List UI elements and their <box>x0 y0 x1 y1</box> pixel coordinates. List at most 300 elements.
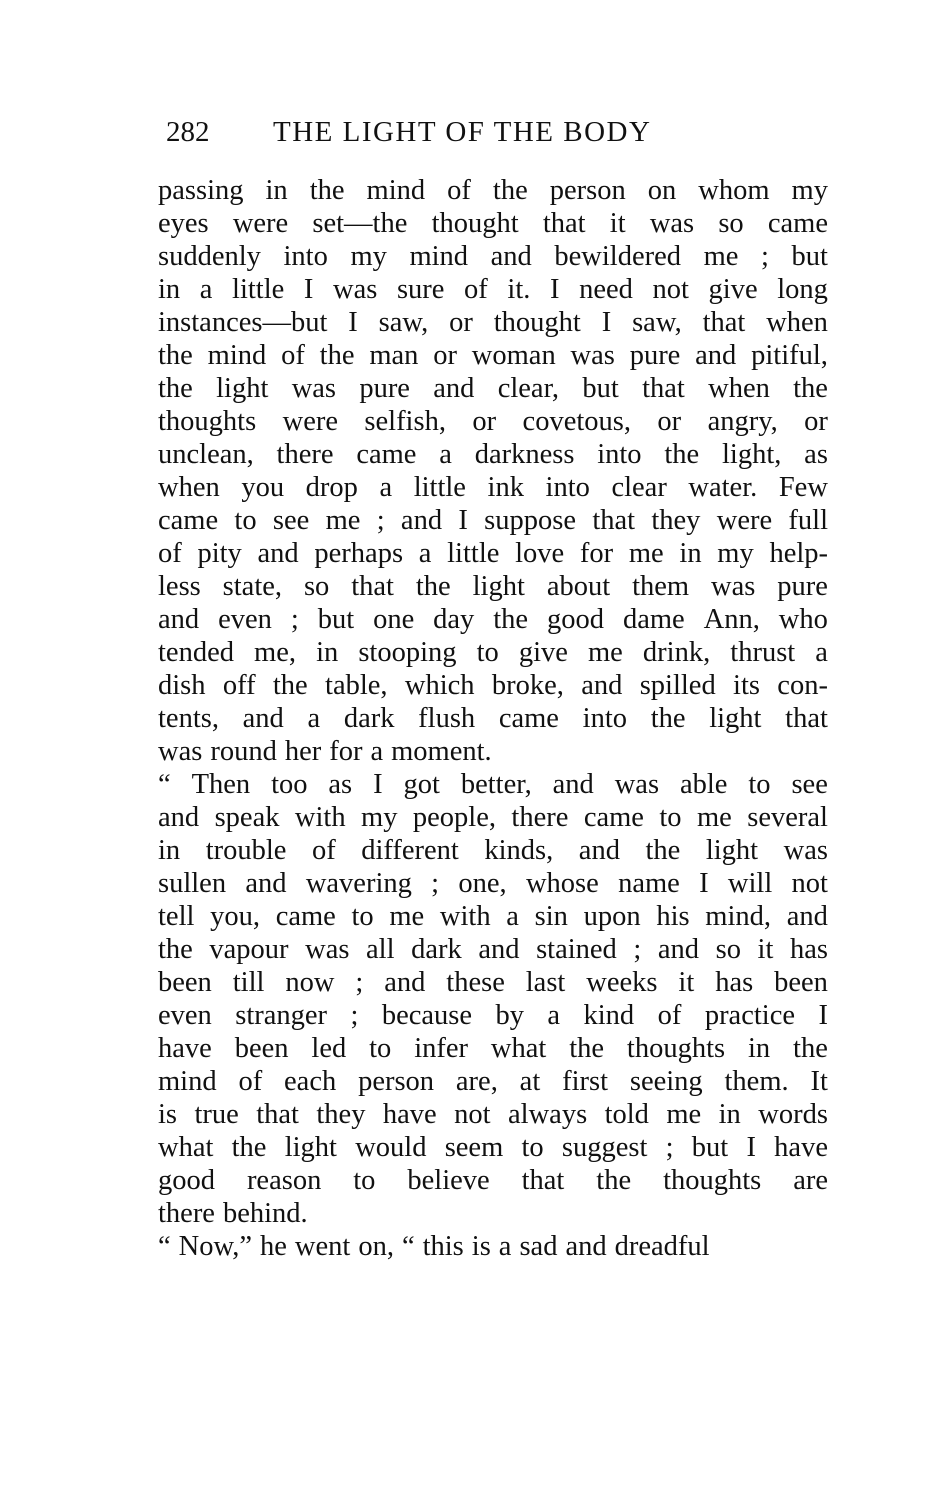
word: were <box>282 406 338 437</box>
word: thought <box>431 208 519 239</box>
word: it. <box>507 274 531 305</box>
text-line <box>158 834 828 867</box>
word: came <box>275 901 336 932</box>
word: tell <box>158 901 195 932</box>
word: me <box>666 1099 702 1130</box>
word: it <box>609 208 626 239</box>
word: even <box>158 1000 212 1031</box>
word: all <box>366 934 395 965</box>
word: of <box>281 340 305 371</box>
word: mind <box>158 1066 217 1097</box>
word: was <box>711 571 756 602</box>
text-line <box>158 372 828 405</box>
word: there <box>158 1198 215 1229</box>
word: help- <box>769 538 828 569</box>
word: see <box>272 505 310 536</box>
word: tended <box>158 637 234 668</box>
word: came <box>583 802 644 833</box>
word: which <box>404 670 475 701</box>
word: or <box>449 307 473 338</box>
word: woman <box>471 340 556 371</box>
word: with <box>294 802 346 833</box>
word: there <box>276 439 334 470</box>
word: into <box>582 703 627 734</box>
word: water. <box>688 472 758 503</box>
word: when <box>766 307 828 338</box>
word: they <box>316 1099 366 1130</box>
word: kind <box>583 1000 635 1031</box>
word: ; <box>431 868 440 899</box>
word: have <box>382 1099 437 1130</box>
word: sad <box>519 1231 558 1262</box>
word: different <box>361 835 459 866</box>
word: of <box>238 1066 263 1097</box>
word: vapour <box>209 934 289 965</box>
word: able <box>679 769 728 800</box>
word: they <box>651 505 701 536</box>
word: a <box>547 1000 561 1031</box>
text-line <box>158 768 828 801</box>
word: a <box>418 538 432 569</box>
word: set—the <box>312 208 408 239</box>
word: ; <box>376 505 385 536</box>
word: was <box>783 835 828 866</box>
word: are <box>793 1165 828 1196</box>
word: drink, <box>642 637 711 668</box>
word: a <box>379 472 393 503</box>
word: but <box>317 604 355 635</box>
word: I <box>601 307 612 338</box>
text-line <box>158 240 828 273</box>
word: man <box>369 340 419 371</box>
word: light, <box>721 439 782 470</box>
word: of <box>657 1000 682 1031</box>
word: the <box>309 175 345 206</box>
word: ; <box>633 934 642 965</box>
text-line <box>158 339 828 372</box>
word: to <box>234 505 257 536</box>
word: came <box>498 703 559 734</box>
word: was <box>291 373 337 404</box>
word: each <box>284 1066 337 1097</box>
word: told <box>604 1099 649 1130</box>
word: infer <box>414 1033 468 1064</box>
word: into <box>597 439 642 470</box>
word: Now,” <box>178 1231 252 1262</box>
word: love <box>515 538 565 569</box>
word: my <box>791 175 828 206</box>
word: one <box>373 604 415 635</box>
word: is <box>471 1231 491 1262</box>
word: me <box>628 538 664 569</box>
word: with <box>439 901 491 932</box>
word: always <box>508 1099 588 1130</box>
word: so <box>303 571 330 602</box>
word: but <box>691 1132 729 1163</box>
word: and <box>158 604 200 635</box>
word: full <box>788 505 828 536</box>
word: that <box>642 373 685 404</box>
word: so <box>715 934 741 965</box>
word: and <box>384 967 426 998</box>
word: on, <box>358 1231 394 1262</box>
word: sin <box>534 901 568 932</box>
word: mind, <box>705 901 772 932</box>
word: as <box>328 769 353 800</box>
word: and <box>565 1231 607 1262</box>
word: or <box>657 406 682 437</box>
word: to <box>659 802 682 833</box>
word: that <box>785 703 828 734</box>
text-line <box>158 306 828 339</box>
word: ; <box>761 241 769 272</box>
word: eyes <box>158 208 209 239</box>
word: and <box>695 340 737 371</box>
text-line <box>158 966 828 999</box>
word: in <box>679 538 702 569</box>
word: on <box>647 175 677 206</box>
word: light <box>284 1132 337 1163</box>
text-line <box>158 1197 828 1230</box>
word: the <box>493 604 529 635</box>
word: and <box>478 934 520 965</box>
word: kinds, <box>484 835 554 866</box>
word: I <box>348 307 358 338</box>
word: that <box>542 208 586 239</box>
word: was <box>614 769 660 800</box>
word: thoughts <box>663 1165 762 1196</box>
word: little <box>232 274 285 305</box>
word: clear <box>611 472 667 503</box>
running-title: THE LIGHT OF THE BODY <box>273 116 652 148</box>
word: for <box>329 736 363 767</box>
word: a <box>506 901 519 932</box>
text-line <box>158 405 828 438</box>
word: ; <box>665 1132 674 1163</box>
word: you, <box>210 901 260 932</box>
word: by <box>495 1000 524 1031</box>
word: and <box>552 769 594 800</box>
word: and <box>400 505 443 536</box>
word: good <box>547 604 605 635</box>
word: Then <box>191 769 251 800</box>
word: into <box>283 241 328 272</box>
word: not <box>454 1099 491 1130</box>
word: round <box>210 736 277 767</box>
word: was <box>305 934 350 965</box>
word: not <box>791 868 828 899</box>
word: at <box>519 1066 541 1097</box>
word: one, <box>458 868 507 899</box>
word: because <box>381 1000 473 1031</box>
word: that <box>592 505 636 536</box>
word: stranger <box>235 1000 328 1031</box>
word: were <box>232 208 289 239</box>
word: that <box>256 1099 299 1130</box>
word: them. <box>724 1066 789 1097</box>
text-line <box>158 735 828 768</box>
word: I <box>373 769 383 800</box>
word: flush <box>418 703 476 734</box>
word: mind <box>207 340 267 371</box>
word: I <box>818 1000 828 1031</box>
word: that <box>351 571 394 602</box>
text-line <box>158 999 828 1032</box>
word: has <box>715 967 754 998</box>
word: ; <box>290 604 299 635</box>
word: and <box>433 373 475 404</box>
word: less <box>158 571 201 602</box>
word: day <box>433 604 475 635</box>
word: broke, <box>491 670 564 701</box>
word: to <box>521 1132 544 1163</box>
word: not <box>652 274 689 305</box>
word: the <box>158 340 193 371</box>
word: of <box>447 175 471 206</box>
word: practice <box>704 1000 795 1031</box>
word: saw, <box>632 307 682 338</box>
word: instances—but <box>158 307 328 338</box>
word: mind <box>366 175 426 206</box>
word: got <box>403 769 440 800</box>
word: and <box>242 703 284 734</box>
word: reason <box>246 1165 322 1196</box>
running-head <box>166 112 726 152</box>
word: have <box>158 1033 212 1064</box>
word: people, <box>412 802 496 833</box>
word: till <box>232 967 265 998</box>
word: to <box>369 1033 392 1064</box>
word: pure <box>629 340 681 371</box>
word: and <box>578 835 620 866</box>
word: tents, <box>158 703 219 734</box>
word: will <box>727 868 773 899</box>
text-line <box>158 1164 828 1197</box>
word: and <box>657 934 700 965</box>
word: the <box>158 373 193 404</box>
word: thoughts <box>158 406 257 437</box>
text-line <box>158 174 828 207</box>
word: was <box>333 274 378 305</box>
word: better, <box>460 769 532 800</box>
word: was <box>649 208 695 239</box>
text-line <box>158 702 828 735</box>
word: upon <box>583 901 641 932</box>
word: his <box>656 901 690 932</box>
text-line <box>158 1098 828 1131</box>
text-line <box>158 636 828 669</box>
word: words <box>758 1099 828 1130</box>
word: table, <box>325 670 388 701</box>
word: the <box>650 703 686 734</box>
word: its <box>733 670 760 701</box>
word: now <box>285 967 335 998</box>
text-line <box>158 1065 828 1098</box>
word: bewildered <box>554 241 682 272</box>
word: these <box>446 967 505 998</box>
word: light <box>709 703 762 734</box>
word: for <box>579 538 614 569</box>
word: ; <box>350 1000 359 1031</box>
word: perhaps <box>314 538 404 569</box>
word: wavering <box>305 868 412 899</box>
word: to <box>476 637 499 668</box>
word: my <box>717 538 754 569</box>
text-line <box>158 273 828 306</box>
word: behind. <box>222 1198 308 1229</box>
word: the <box>415 571 451 602</box>
word: light <box>216 373 269 404</box>
word: in <box>747 1033 771 1064</box>
word: little <box>447 538 500 569</box>
word: state, <box>222 571 283 602</box>
word: when <box>158 472 220 503</box>
word: the <box>596 1165 632 1196</box>
word: me <box>697 802 732 833</box>
word: angry, <box>707 406 778 437</box>
word: unclean, <box>158 439 254 470</box>
word: went <box>294 1231 351 1262</box>
body-text <box>158 174 828 1263</box>
word: in <box>316 637 339 668</box>
word: but <box>791 241 828 272</box>
word: been <box>158 967 212 998</box>
word: and <box>490 241 532 272</box>
word: little <box>413 472 466 503</box>
word: off <box>222 670 256 701</box>
word: my <box>361 802 398 833</box>
word: a <box>199 274 213 305</box>
word: person <box>549 175 626 206</box>
word: covetous, <box>522 406 631 437</box>
word: and <box>158 802 200 833</box>
word: the <box>231 1132 267 1163</box>
word: even <box>218 604 272 635</box>
word: to <box>353 1165 376 1196</box>
text-line <box>158 471 828 504</box>
word: and <box>257 538 299 569</box>
text-line <box>158 867 828 900</box>
word: been <box>774 967 828 998</box>
word: have <box>774 1132 828 1163</box>
word: would <box>355 1132 427 1163</box>
word: in <box>265 175 288 206</box>
word: that <box>521 1165 565 1196</box>
word: light <box>705 835 759 866</box>
word: mind <box>409 241 469 272</box>
word: the <box>492 175 528 206</box>
word: that <box>702 307 746 338</box>
text-line <box>158 438 828 471</box>
word: a <box>307 703 321 734</box>
word: came <box>356 439 417 470</box>
text-line <box>158 1230 828 1263</box>
word: speak <box>214 802 280 833</box>
word: see <box>791 769 828 800</box>
word: is <box>158 1099 178 1130</box>
word: to <box>748 769 771 800</box>
text-line <box>158 570 828 603</box>
word: pure <box>777 571 828 602</box>
word: so <box>718 208 744 239</box>
word: came <box>767 208 828 239</box>
word: sure <box>396 274 445 305</box>
word: but <box>582 373 619 404</box>
word: name <box>618 868 680 899</box>
word: a <box>498 1231 512 1262</box>
word: I <box>699 868 709 899</box>
word: the <box>793 1033 828 1064</box>
word: dark <box>343 703 395 734</box>
word: the <box>319 340 355 371</box>
word: it <box>678 967 695 998</box>
word: too <box>271 769 308 800</box>
word: I <box>458 505 468 536</box>
word: selfish, <box>364 406 446 437</box>
word: trouble <box>205 835 287 866</box>
word: has <box>789 934 828 965</box>
word: Few <box>778 472 828 503</box>
word: need <box>579 274 633 305</box>
word: It <box>810 1066 828 1097</box>
word: about <box>546 571 611 602</box>
word: stained <box>536 934 617 965</box>
word: who <box>778 604 828 635</box>
word: was <box>570 340 615 371</box>
word: me, <box>254 637 296 668</box>
word: the <box>569 1033 605 1064</box>
word: me <box>588 637 623 668</box>
word: what <box>490 1033 547 1064</box>
word: I <box>746 1132 756 1163</box>
word: “ <box>158 1231 171 1262</box>
word: what <box>158 1132 214 1163</box>
word: suddenly <box>158 241 261 272</box>
word: a <box>439 439 452 470</box>
word: came <box>158 505 219 536</box>
word: into <box>545 472 590 503</box>
word: ; <box>355 967 364 998</box>
word: drop <box>305 472 358 503</box>
word: been <box>234 1033 289 1064</box>
word: or <box>472 406 497 437</box>
text-line <box>158 801 828 834</box>
word: ink <box>487 472 524 503</box>
word: me <box>389 901 425 932</box>
word: weeks <box>586 967 658 998</box>
word: good <box>158 1165 215 1196</box>
text-line <box>158 900 828 933</box>
text-line <box>158 537 828 570</box>
word: Ann, <box>703 604 760 635</box>
word: you <box>241 472 285 503</box>
text-line <box>158 603 828 636</box>
word: of <box>158 538 182 569</box>
word: when <box>708 373 770 404</box>
word: the <box>645 835 681 866</box>
word: he <box>260 1231 287 1262</box>
word: give <box>708 274 758 305</box>
word: pity <box>197 538 242 569</box>
word: and <box>786 901 828 932</box>
word: my <box>350 241 387 272</box>
word: of <box>464 274 488 305</box>
text-line <box>158 1131 828 1164</box>
word: spilled <box>639 670 716 701</box>
word: moment. <box>391 736 492 767</box>
word: dish <box>158 670 206 701</box>
text-line <box>158 933 828 966</box>
